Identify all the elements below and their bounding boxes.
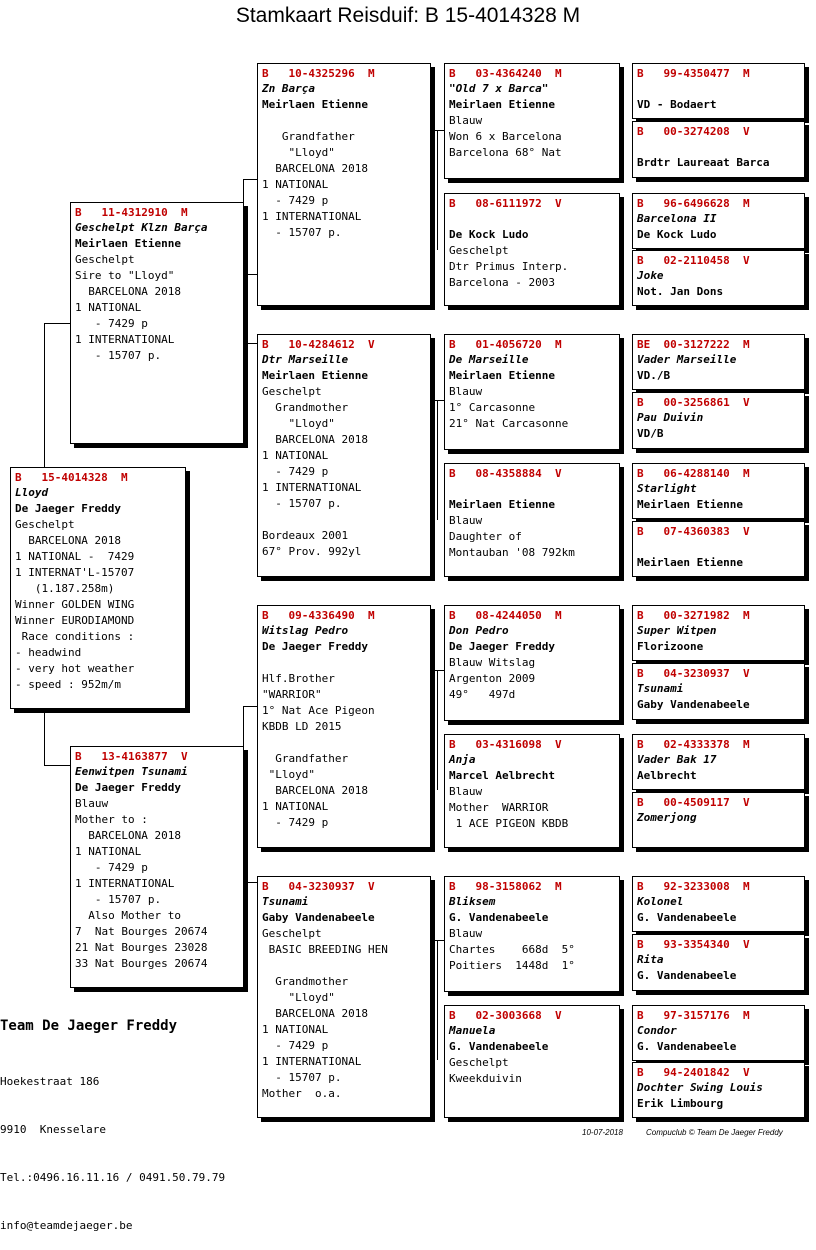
breeder-name: De Kock Ludo xyxy=(449,228,529,241)
pigeon-info-line: 1 INTERNATIONAL xyxy=(75,877,175,890)
ring-number: B 04-3230937 V xyxy=(262,880,375,893)
pigeon-card-g5[interactable] xyxy=(632,334,805,390)
breeder-name: VD - Bodaert xyxy=(637,98,717,111)
pigeon-card-g1[interactable] xyxy=(632,63,805,119)
team-address xyxy=(0,1042,225,1250)
pigeon-info-line: BARCELONA 2018 xyxy=(262,1007,368,1020)
pigeon-info-line: Kweekduivin xyxy=(449,1072,522,1085)
breeder-name: Meirlaen Etienne xyxy=(449,498,555,511)
pigeon-card-g6[interactable] xyxy=(632,392,805,449)
pigeon-info-line: 1° Nat Ace Pigeon xyxy=(262,704,375,717)
connector xyxy=(437,940,438,1060)
pigeon-info-line: Poitiers 1448d 1° xyxy=(449,959,575,972)
ring-number: B 99-4350477 M xyxy=(637,67,750,80)
pigeon-info-line: BARCELONA 2018 xyxy=(262,433,368,446)
pigeon-info-line: 1 INTERNAT'L-15707 xyxy=(15,566,135,579)
connector xyxy=(243,274,257,275)
pigeon-info-line: Mother WARRIOR xyxy=(449,801,549,814)
pigeon-info-line: 21° Nat Carcasonne xyxy=(449,417,569,430)
page-title: Stamkaart Reisduif: B 15-4014328 M xyxy=(235,4,581,27)
pigeon-name: Joke xyxy=(637,269,664,282)
pigeon-info-line: Bordeaux 2001 xyxy=(262,529,349,542)
breeder-name: Gaby Vandenabeele xyxy=(637,698,750,711)
pigeon-info-line: 67° Prov. 992yl xyxy=(262,545,362,558)
ring-number: B 13-4163877 V xyxy=(75,750,188,763)
breeder-name: De Jaeger Freddy xyxy=(75,781,181,794)
pigeon-info-line: Mother to : xyxy=(75,813,148,826)
pigeon-info-line: (1.187.258m) xyxy=(15,582,115,595)
ring-number: B 00-3274208 V xyxy=(637,125,750,138)
pigeon-info-line: Geschelpt xyxy=(262,927,322,940)
pigeon-name: Dtr Marseille xyxy=(262,353,349,366)
pigeon-name: Zn Barça xyxy=(262,82,315,95)
pigeon-info-line: Barcelona 68° Nat xyxy=(449,146,562,159)
breeder-name: Not. Jan Dons xyxy=(637,285,724,298)
pigeon-name: Anja xyxy=(449,753,476,766)
address-street: Hoekestraat 186 xyxy=(0,1075,100,1088)
pigeon-info-line: - 7429 p xyxy=(262,816,329,829)
breeder-name: Meirlaen Etienne xyxy=(449,98,555,111)
pigeon-name: Don Pedro xyxy=(449,624,509,637)
pigeon-name xyxy=(449,211,615,227)
pigeon-name: Super Witpen xyxy=(637,624,717,637)
pigeon-info-line: - 7429 p xyxy=(75,317,148,330)
pigeon-info-line: - 7429 p xyxy=(262,194,329,207)
pigeon-name: Eenwitpen Tsunami xyxy=(75,765,188,778)
ring-number: B 06-4288140 M xyxy=(637,467,750,480)
pigeon-info-line: Winner EURODIAMOND xyxy=(15,614,135,627)
pigeon-info-line: - speed : 952m/m xyxy=(15,678,121,691)
pigeon-info-line: 1 INTERNATIONAL xyxy=(262,210,362,223)
pigeon-info-line: Blauw xyxy=(449,514,483,527)
pigeon-info-line xyxy=(262,958,426,974)
pigeon-info-line: 1 NATIONAL - 7429 xyxy=(15,550,135,563)
ring-number: B 02-2110458 V xyxy=(637,254,750,267)
pigeon-info-line: - 15707 p. xyxy=(75,893,162,906)
pigeon-info-line: 7 Nat Bourges 20674 xyxy=(75,925,208,938)
pigeon-card-ss[interactable] xyxy=(257,63,431,306)
pigeon-card-dss[interactable] xyxy=(444,605,620,721)
breeder-name: G. Vandenabeele xyxy=(449,911,549,924)
pigeon-info-line: Geschelpt xyxy=(449,244,509,257)
pigeon-card-sss[interactable] xyxy=(444,63,620,179)
ring-number: B 01-4056720 M xyxy=(449,338,562,351)
pigeon-info-line: Winner GOLDEN WING xyxy=(15,598,135,611)
pigeon-info-line: 1 NATIONAL xyxy=(262,1023,329,1036)
pigeon-card-dds[interactable] xyxy=(444,876,620,992)
pigeon-info-line: 1° Carcasonne xyxy=(449,401,536,414)
pigeon-info-line: - headwind xyxy=(15,646,82,659)
pigeon-info-line: - very hot weather xyxy=(15,662,135,675)
pigeon-info-line: Argenton 2009 xyxy=(449,672,536,685)
pigeon-card-sd[interactable] xyxy=(257,334,431,577)
pigeon-info-line: Mother o.a. xyxy=(262,1087,342,1100)
pigeon-name: Rita xyxy=(637,953,664,966)
pigeon-info-line: 33 Nat Bourges 20674 xyxy=(75,957,208,970)
pigeon-info-line: "Lloyd" xyxy=(262,768,315,781)
breeder-name: De Jaeger Freddy xyxy=(15,502,121,515)
ring-number: B 10-4284612 V xyxy=(262,338,375,351)
ring-number: B 00-4509117 V xyxy=(637,796,750,809)
connector xyxy=(243,179,257,180)
pigeon-card-g11[interactable] xyxy=(632,734,805,790)
pigeon-card-g8[interactable] xyxy=(632,521,805,577)
breeder-name: Erik Limbourg xyxy=(637,1097,724,1110)
ring-number: B 11-4312910 M xyxy=(75,206,188,219)
pigeon-info-line: Daughter of xyxy=(449,530,522,543)
breeder-name: Meirlaen Etienne xyxy=(262,98,368,111)
footer-date: 10-07-2018 xyxy=(582,1128,623,1137)
pigeon-name: Geschelpt Klzn Barça xyxy=(75,221,208,234)
pigeon-info-line: Grandfather xyxy=(262,130,355,143)
pigeon-name: Kolonel xyxy=(637,895,684,908)
breeder-name: VD/B xyxy=(637,427,664,440)
pigeon-info-line: "Lloyd" xyxy=(262,417,335,430)
pigeon-card-g10[interactable] xyxy=(632,663,805,720)
pigeon-name: De Marseille xyxy=(449,353,529,366)
team-name: Team De Jaeger Freddy xyxy=(0,1018,178,1034)
pigeon-name xyxy=(637,81,800,97)
pigeon-name: Witslag Pedro xyxy=(262,624,349,637)
address-city: 9910 Knesselare xyxy=(0,1123,106,1136)
pigeon-name xyxy=(637,539,800,555)
ring-number: B 08-6111972 V xyxy=(449,197,562,210)
pigeon-info-line: KBDB LD 2015 xyxy=(262,720,342,733)
pigeon-name: Pau Duivin xyxy=(637,411,704,424)
pigeon-info-line: Also Mother to xyxy=(75,909,181,922)
breeder-name: Meirlaen Etienne xyxy=(262,369,368,382)
pigeon-info-line: 1 NATIONAL xyxy=(262,800,329,813)
pigeon-info-line: Blauw xyxy=(449,385,483,398)
connector xyxy=(243,343,257,344)
pigeon-name: Vader Marseille xyxy=(637,353,737,366)
ring-number: B 96-6496628 M xyxy=(637,197,750,210)
ring-number: B 93-3354340 V xyxy=(637,938,750,951)
ring-number: BE 00-3127222 M xyxy=(637,338,750,351)
ring-number: B 92-3233008 M xyxy=(637,880,750,893)
connector xyxy=(44,323,45,468)
address-phone: Tel.:0496.16.11.16 / 0491.50.79.79 xyxy=(0,1171,226,1184)
pigeon-name: Lloyd xyxy=(15,486,49,499)
breeder-name: Meirlaen Etienne xyxy=(75,237,181,250)
pigeon-info-line: Blauw xyxy=(75,797,109,810)
connector xyxy=(437,400,438,520)
breeder-name: De Kock Ludo xyxy=(637,228,717,241)
ring-number: B 04-3230937 V xyxy=(637,667,750,680)
pigeon-info-line: Won 6 x Barcelona xyxy=(449,130,562,143)
address-email: info@teamdejaeger.be xyxy=(0,1219,133,1232)
pigeon-info-line xyxy=(262,512,426,528)
ring-number: B 03-4316098 V xyxy=(449,738,562,751)
pigeon-info-line: - 15707 p. xyxy=(262,497,342,510)
pigeon-card-g3[interactable] xyxy=(632,193,805,249)
pigeon-info-line: 1 INTERNATIONAL xyxy=(262,481,362,494)
pigeon-info-line: 1 NATIONAL xyxy=(262,449,329,462)
pigeon-info-line: "Lloyd" xyxy=(262,991,335,1004)
connector xyxy=(437,130,438,250)
pigeon-name: Starlight xyxy=(637,482,697,495)
pigeon-card-sire[interactable] xyxy=(70,202,244,444)
connector xyxy=(44,708,45,765)
ring-number: B 03-4364240 M xyxy=(449,67,562,80)
pigeon-card-g14[interactable] xyxy=(632,934,805,991)
pigeon-name: "Old 7 x Barca" xyxy=(449,82,549,95)
pigeon-info-line: Blauw xyxy=(449,785,483,798)
pigeon-info-line: Geschelpt xyxy=(449,1056,509,1069)
pigeon-info-line: 1 INTERNATIONAL xyxy=(75,333,175,346)
breeder-name: Meirlaen Etienne xyxy=(637,556,743,569)
pigeon-info-line: 1 INTERNATIONAL xyxy=(262,1055,362,1068)
breeder-name: Marcel Aelbrecht xyxy=(449,769,555,782)
ring-number: B 08-4358884 V xyxy=(449,467,562,480)
pigeon-name: Vader Bak 17 xyxy=(637,753,717,766)
pigeon-info-line: 21 Nat Bourges 23028 xyxy=(75,941,208,954)
breeder-name: G. Vandenabeele xyxy=(637,911,737,924)
pigeon-info-line: 49° 497d xyxy=(449,688,516,701)
breeder-name: VD./B xyxy=(637,369,671,382)
pigeon-info-line: BARCELONA 2018 xyxy=(15,534,121,547)
pigeon-info-line: Hlf.Brother xyxy=(262,672,335,685)
pigeon-info-line: Geschelpt xyxy=(75,253,135,266)
pigeon-info-line: BARCELONA 2018 xyxy=(262,784,368,797)
pigeon-card-g13[interactable] xyxy=(632,876,805,932)
breeder-name: G. Vandenabeele xyxy=(637,969,737,982)
pigeon-info-line xyxy=(262,655,426,671)
pigeon-info-line: - 15707 p. xyxy=(75,349,162,362)
connector xyxy=(44,765,70,766)
pigeon-name: Tsunami xyxy=(637,682,684,695)
ring-number: B 08-4244050 M xyxy=(449,609,562,622)
pigeon-info-line: Grandmother xyxy=(262,401,349,414)
pigeon-card-ddd[interactable] xyxy=(444,1005,620,1118)
pigeon-info-line: "WARRIOR" xyxy=(262,688,322,701)
breeder-name: Brdtr Laureaat Barca xyxy=(637,156,770,169)
breeder-name: Meirlaen Etienne xyxy=(449,369,555,382)
pigeon-card-g9[interactable] xyxy=(632,605,805,661)
pigeon-info-line: - 7429 p xyxy=(262,1039,329,1052)
pigeon-info-line: Grandmother xyxy=(262,975,349,988)
ring-number: B 10-4325296 M xyxy=(262,67,375,80)
breeder-name: De Jaeger Freddy xyxy=(262,640,368,653)
ring-number: B 02-4333378 M xyxy=(637,738,750,751)
pigeon-card-main[interactable] xyxy=(10,467,186,709)
pigeon-name: Condor xyxy=(637,1024,677,1037)
pigeon-info-line: Barcelona - 2003 xyxy=(449,276,555,289)
pigeon-info-line: 1 NATIONAL xyxy=(262,178,329,191)
pigeon-card-g2[interactable] xyxy=(632,121,805,178)
pigeon-info-line: BARCELONA 2018 xyxy=(75,285,181,298)
ring-number: B 94-2401842 V xyxy=(637,1066,750,1079)
pigeon-info-line: Geschelpt xyxy=(15,518,75,531)
pigeon-card-g15[interactable] xyxy=(632,1005,805,1061)
pigeon-info-line: Geschelpt xyxy=(262,385,322,398)
pigeon-info-line: BARCELONA 2018 xyxy=(75,829,181,842)
breeder-name: Gaby Vandenabeele xyxy=(262,911,375,924)
pigeon-name: Manuela xyxy=(449,1024,496,1037)
pigeon-info-line: - 15707 p. xyxy=(262,1071,342,1084)
ring-number: B 02-3003668 V xyxy=(449,1009,562,1022)
pigeon-info-line xyxy=(262,735,426,751)
footer-credit: Compuclub © Team De Jaeger Freddy xyxy=(646,1128,783,1137)
pigeon-name xyxy=(637,139,800,155)
pigeon-info-line: Montauban '08 792km xyxy=(449,546,575,559)
pigeon-info-line xyxy=(262,113,426,129)
pigeon-info-line: Sire to "Lloyd" xyxy=(75,269,175,282)
breeder-name: De Jaeger Freddy xyxy=(449,640,555,653)
pigeon-name: Barcelona II xyxy=(637,212,717,225)
pigeon-card-g4[interactable] xyxy=(632,250,805,306)
pigeon-info-line: 1 NATIONAL xyxy=(75,301,142,314)
pigeon-name: Tsunami xyxy=(262,895,309,908)
pigeon-card-dd[interactable] xyxy=(257,876,431,1118)
pigeon-info-line: - 7429 p xyxy=(75,861,148,874)
pigeon-info-line: - 15707 p. xyxy=(262,226,342,239)
pigeon-info-line: Blauw xyxy=(449,927,483,940)
pigeon-info-line: Grandfather xyxy=(262,752,349,765)
connector xyxy=(243,706,257,707)
pigeon-card-ssd[interactable] xyxy=(444,193,620,306)
connector xyxy=(44,323,70,324)
pigeon-card-ds[interactable] xyxy=(257,605,431,848)
pigeon-card-g16[interactable] xyxy=(632,1062,805,1118)
pigeon-info-line: "Lloyd" xyxy=(262,146,335,159)
pigeon-card-g7[interactable] xyxy=(632,463,805,519)
ring-number: B 07-4360383 V xyxy=(637,525,750,538)
pigeon-name: Bliksem xyxy=(449,895,496,908)
pigeon-card-g12[interactable] xyxy=(632,792,805,848)
ring-number: B 09-4336490 M xyxy=(262,609,375,622)
connector xyxy=(437,670,438,790)
pigeon-name: Dochter Swing Louis xyxy=(637,1081,763,1094)
pigeon-info-line: Race conditions : xyxy=(15,630,135,643)
ring-number: B 97-3157176 M xyxy=(637,1009,750,1022)
breeder-name: G. Vandenabeele xyxy=(449,1040,549,1053)
ring-number: B 00-3271982 M xyxy=(637,609,750,622)
breeder-name: G. Vandenabeele xyxy=(637,1040,737,1053)
pigeon-card-dam[interactable] xyxy=(70,746,244,988)
breeder-name: Aelbrecht xyxy=(637,769,697,782)
pigeon-card-sds[interactable] xyxy=(444,334,620,450)
pigeon-card-sdd[interactable] xyxy=(444,463,620,577)
pigeon-info-line: Blauw Witslag xyxy=(449,656,536,669)
pigeon-info-line: 1 NATIONAL xyxy=(75,845,142,858)
pigeon-card-dsd[interactable] xyxy=(444,734,620,848)
pigeon-name: Zomerjong xyxy=(637,811,697,824)
pigeon-info-line: Blauw xyxy=(449,114,483,127)
ring-number: B 15-4014328 M xyxy=(15,471,128,484)
ring-number: B 00-3256861 V xyxy=(637,396,750,409)
ring-number: B 98-3158062 M xyxy=(449,880,562,893)
pigeon-info-line: - 7429 p xyxy=(262,465,329,478)
breeder-name: Meirlaen Etienne xyxy=(637,498,743,511)
pigeon-name xyxy=(449,481,615,497)
connector xyxy=(243,882,257,883)
pigeon-info-line: 1 ACE PIGEON KBDB xyxy=(449,817,569,830)
breeder-name: Florizoone xyxy=(637,640,704,653)
pigeon-info-line: Dtr Primus Interp. xyxy=(449,260,569,273)
pigeon-info-line: BARCELONA 2018 xyxy=(262,162,368,175)
pigeon-info-line: Chartes 668d 5° xyxy=(449,943,575,956)
pigeon-info-line: BASIC BREEDING HEN xyxy=(262,943,388,956)
